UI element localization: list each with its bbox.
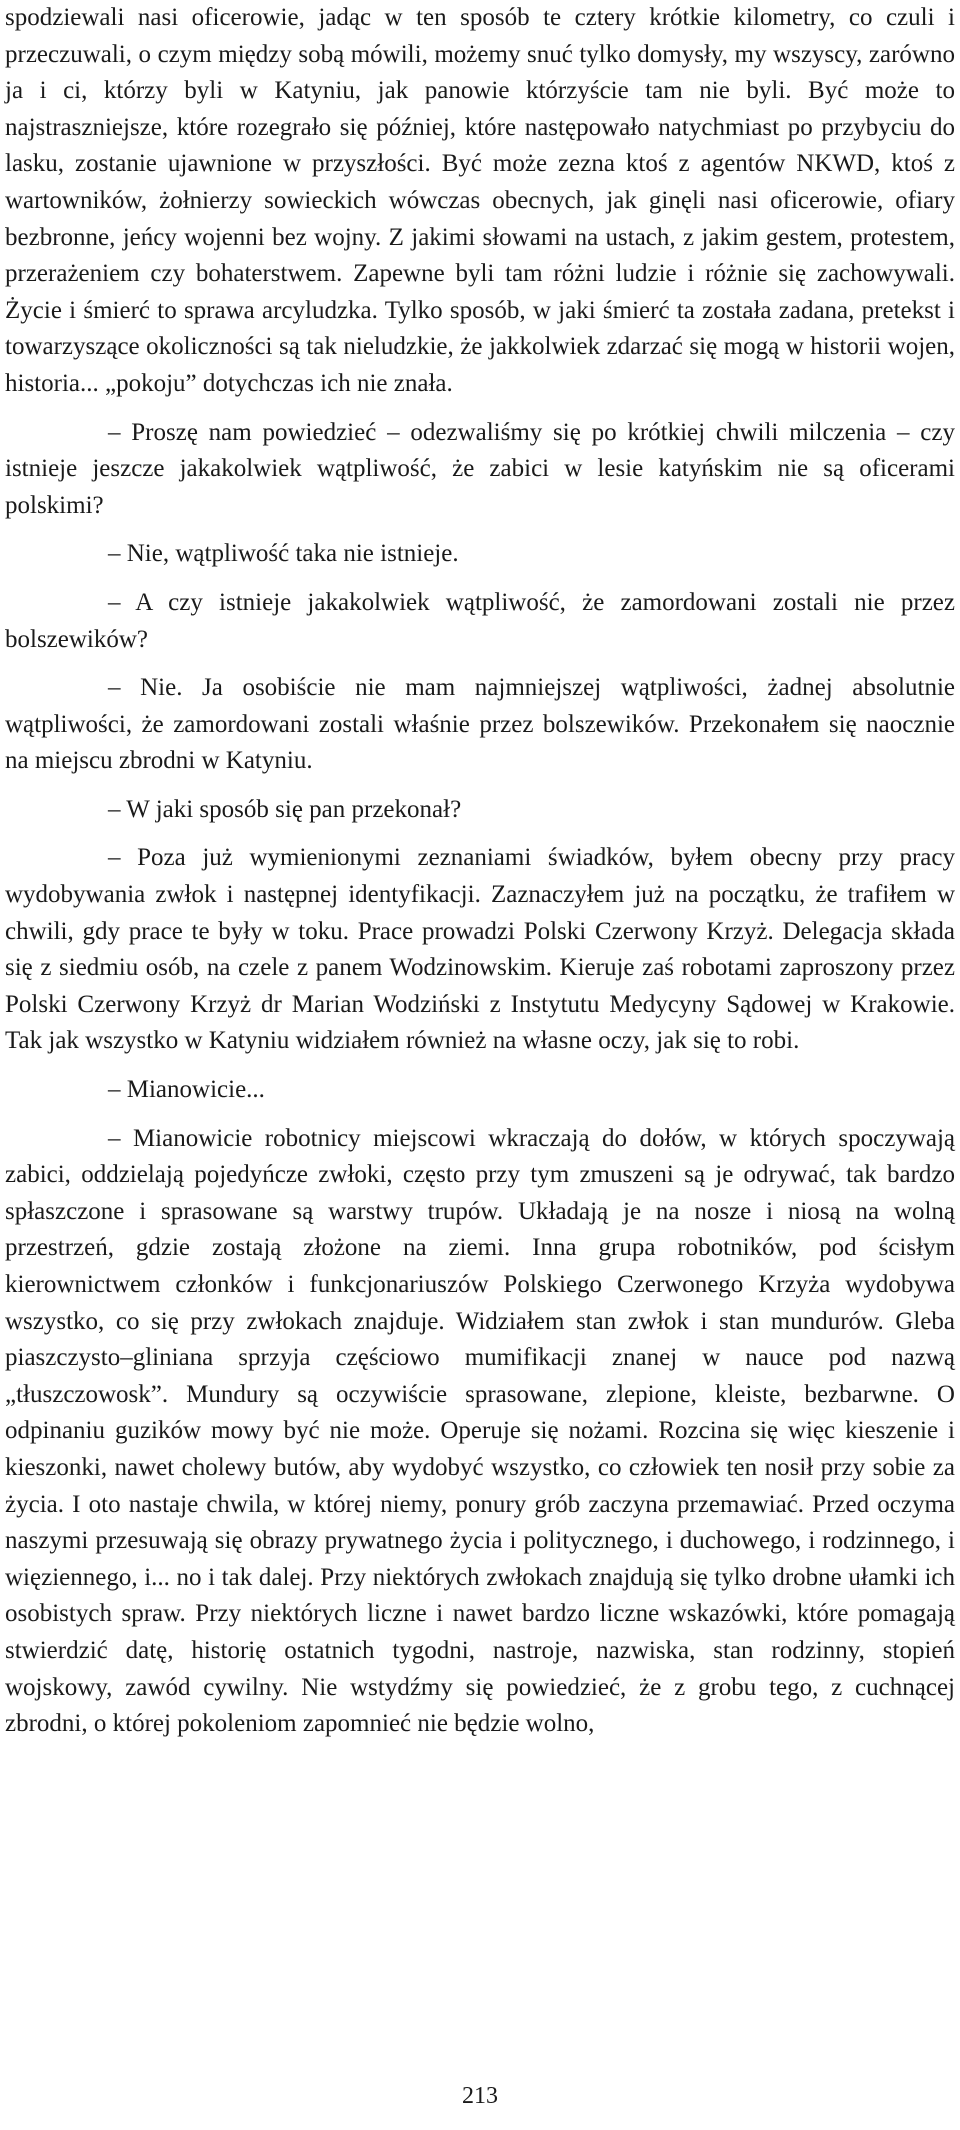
paragraph-answer-exhumation: – Poza już wymienionymi zeznaniami świadków, byłem obecny przy pracy wydobywania zwłok i następnej identyfikacji. Zaznaczyłem już na początku, że trafiłem w chwili, gdy prace te były w toku. Prace prowadzi Polski Czerwony Krzyż. Delegacja składa się z siedmiu osób, na czele z panem Wodzinowskim. Kieruje zaś robotami zaproszony przez Polski Czerwony Krzyż dr Marian Wodziński z Instytutu Medycyny Sądowej w Krakowie. Tak jak wszystko w Katyniu widziałem również na własne oczy, jak się to robi. (5, 844, 955, 1055)
page-number: 213 (462, 2083, 498, 2109)
paragraph-namely: – Mianowicie... (108, 1076, 265, 1104)
paragraph-answer-no-doubt: – Nie, wątpliwość taka nie istnieje. (108, 540, 459, 568)
paragraph-continuation: spodziewali nasi oficerowie, jadąc w ten sposób te cztery krótkie kilometry, co czuli i przeczuwali, o czym między sobą mówili, możemy snuć tylko domysły, my wszyscy, zarówno ja i ci, którzy byli w Katyniu, jak panowie którzyście tam nie byli. Być może to najstraszniejsze, które rozegrało się później, które następowało natychmiast po przybyciu do lasku, zostanie ujawnione w przyszłości. Być może zezna ktoś z agentów NKWD, ktoś z wartowników, żołnierzy sowieckich wówczas obecnych, jak ginęli nasi oficerowie, ofiary bezbronne, jeńcy wojenni bez wojny. Z jakimi słowami na ustach, z jakim gestem, protestem, przerażeniem czy bohaterstwem. Zapewne byli tam różni ludzie i różnie się zachowywali. Życie i śmierć to sprawa arcyludzka. Tylko sposób, w jaki śmierć ta została zadana, pretekst i towarzyszące okoliczności są tak nieludzkie, że jakkolwiek zdarzać się mogą w historii wojen, historia... „pokoju” dotychczas ich nie znała. (5, 4, 955, 397)
paragraph-question-bolsheviks: – A czy istnieje jakakolwiek wątpliwość, że zamordowani zostali nie przez bolszewików? (5, 588, 955, 653)
paragraph-question-how: – W jaki sposób się pan przekonał? (108, 795, 462, 823)
paragraph-answer-bolsheviks: – Nie. Ja osobiście nie mam najmniejszej wątpliwości, żadnej absolutnie wątpliwości, że zamordowani zostali właśnie przez bolszewików. Przekonałem się naocznie na miejscu zbrodni w Katyniu. (5, 674, 955, 775)
paragraph-question-officers: – Proszę nam powiedzieć – odezwaliśmy się po krótkiej chwili milczenia – czy istnieje jeszcze jakakolwiek wątpliwość, że zabici w lesie katyńskim nie są oficerami polskimi? (5, 418, 955, 519)
paragraph-workers-description: – Mianowicie robotnicy miejscowi wkraczają do dołów, w których spoczywają zabici, oddzielają pojedyńcze zwłoki, często przy tym zmuszeni są je odrywać, tak bardzo spłaszczone i sprasowane są warstwy trupów. Układają je na nosze i niosą na wolną przestrzeń, gdzie zostają złożone na ziemi. Inna grupa robotników, pod ścisłym kierownictwem członków i funkcjonariuszów Polskiego Czerwonego Krzyża wydobywa wszystko, co się przy zwłokach znajduje. Widziałem stan zwłok i stan mundurów. Gleba piaszczysto–gliniana sprzyja częściowo mumifikacji znanej w nauce pod nazwą „tłuszczowosk”. Mundury są oczywiście sprasowane, zlepione, kleiste, bezbarwne. O odpinaniu guzików mowy być nie może. Operuje się nożami. Rozcina się więc kieszenie i kieszonki, nawet cholewy butów, aby wydobyć wszystko, co człowiek ten nosił przy sobie za życia. I oto nastaje chwila, w której niemy, ponury grób zaczyna przemawiać. Przed oczyma naszymi przesuwają się obrazy prywatnego życia i politycznego, i duchowego, i rodzinnego, i więziennego, i... no i tak dalej. Przy niektórych zwłokach znajdują się tylko drobne ułamki ich osobistych spraw. Przy niektórych liczne i nawet bardzo liczne wskazówki, które pomagają stwierdzić datę, historię ostatnich tygodni, nastroje, nazwiska, stan rodzinny, stopień wojskowy, zawód cywilny. Nie wstydźmy się powiedzieć, że z grobu tego, z cuchnącej zbrodni, o której pokoleniom zapomnieć nie będzie wolno, (5, 1124, 955, 1738)
